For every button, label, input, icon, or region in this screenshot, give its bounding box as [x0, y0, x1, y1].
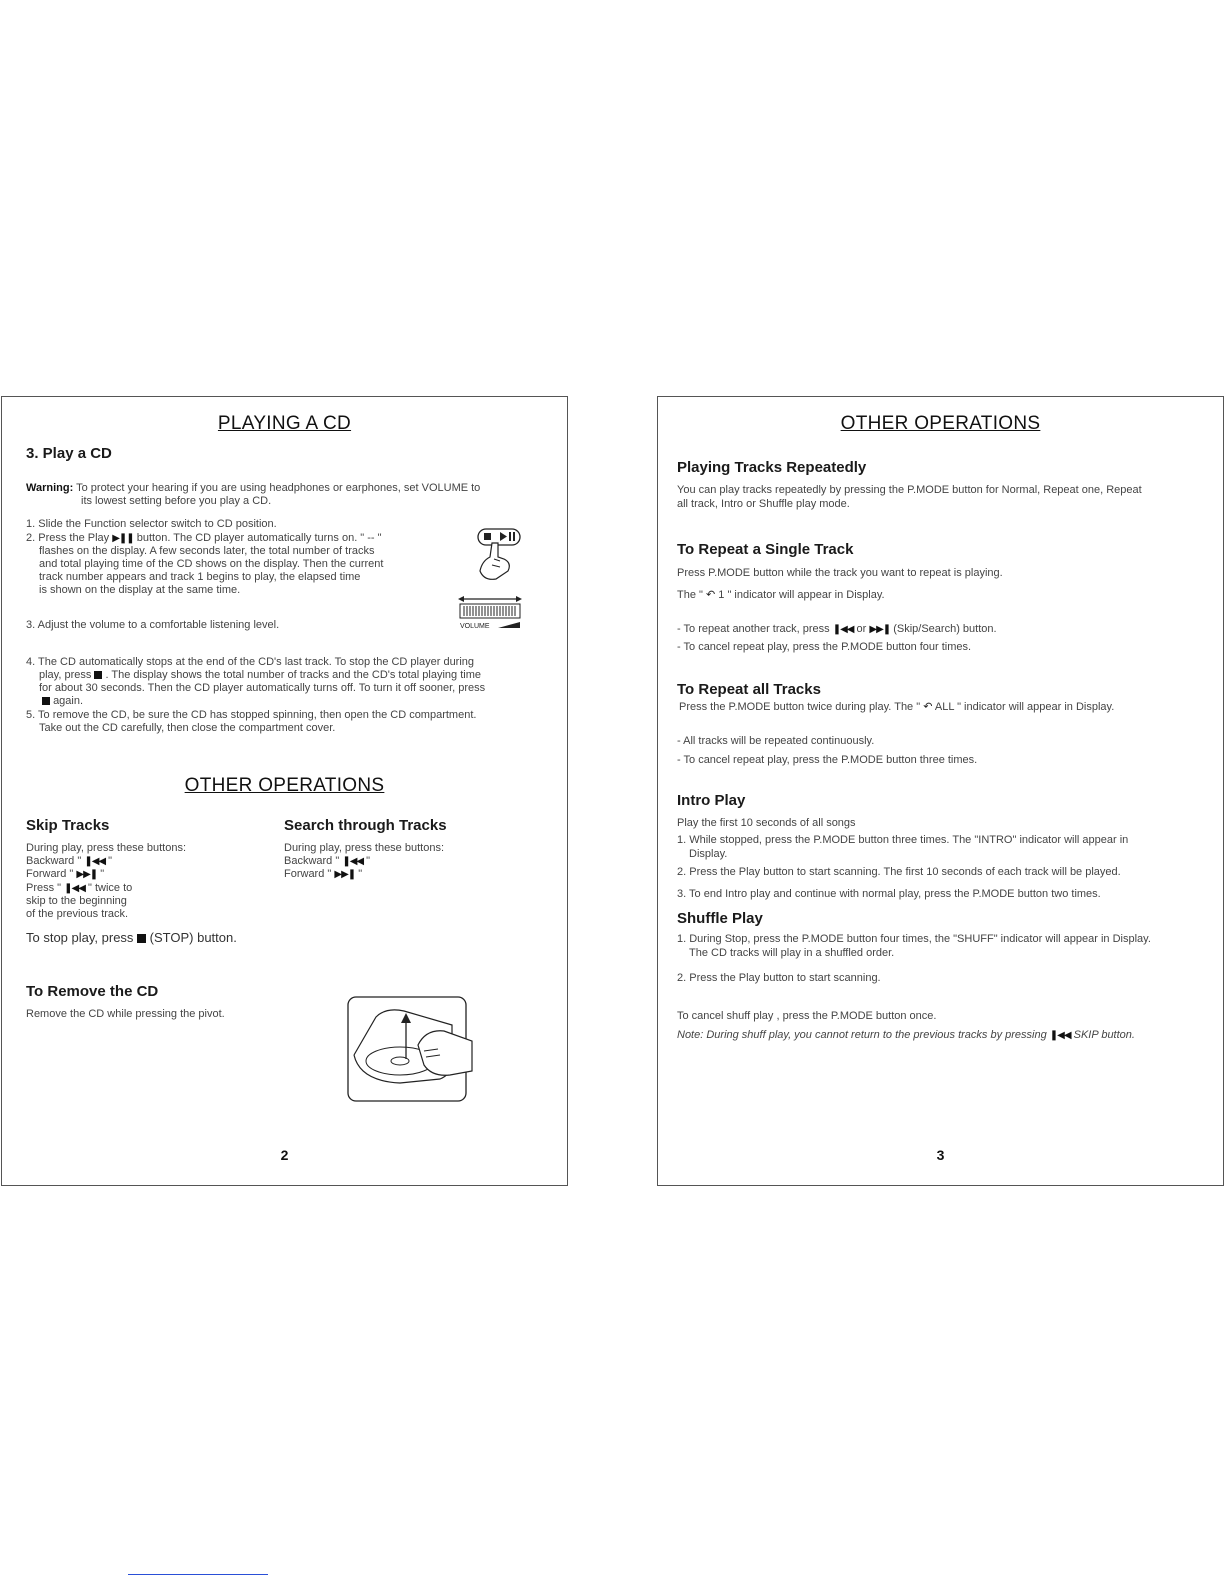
- stop-icon: [94, 671, 102, 679]
- step-4-line-2: play, press . The display shows the total number of tracks and the CD's total playing time: [39, 669, 481, 681]
- shuffle-step-1: 1. During Stop, press the P.MODE button four times, the "SHUFF" indicator will appear in Display.: [677, 933, 1151, 945]
- stop-icon: [137, 934, 146, 943]
- remove-cd-illustration: [340, 995, 478, 1105]
- note-line: Note: During shuff play, you cannot return to the previous tracks by pressing ❚◀◀ SKIP button.: [677, 1029, 1135, 1041]
- single-bullet-2: - To cancel repeat play, press the P.MODE button four times.: [677, 641, 972, 653]
- skip-line-5: skip to the beginning: [26, 895, 127, 907]
- skip-forward-icon: ▶▶❚: [76, 869, 98, 880]
- skip-forward-icon: ▶▶❚: [869, 624, 891, 635]
- intro-line-1: Play the first 10 seconds of all songs: [677, 817, 856, 829]
- skip-back-icon: ❚◀◀: [64, 883, 85, 894]
- step-4-line-4: again.: [42, 695, 83, 709]
- warning-line-1: Warning: To protect your hearing if you are using headphones or earphones, set VOLUME to: [26, 482, 481, 494]
- single-bullet-1: - To repeat another track, press ❚◀◀ or ▶▶❚ (Skip/Search) button.: [677, 623, 997, 635]
- repeat-icon: ↶: [705, 589, 716, 601]
- shuffle-play-heading: Shuffle Play: [677, 910, 763, 927]
- search-forward: Forward " ▶▶❚ ": [284, 868, 363, 880]
- step-2-line-4: track number appears and track 1 begins to play, the elapsed time: [39, 571, 361, 583]
- page-number: 2: [280, 1147, 289, 1163]
- repeat-line-2: all track, Intro or Shuffle play mode.: [677, 498, 850, 510]
- page-number: 3: [936, 1147, 945, 1163]
- step-5-line-1: 5. To remove the CD, be sure the CD has stopped spinning, then open the CD compartment.: [26, 709, 477, 721]
- repeat-heading: Playing Tracks Repeatedly: [677, 459, 867, 476]
- warning-label: Warning:: [26, 482, 74, 494]
- shuffle-step-2: 2. Press the Play button to start scanning.: [677, 972, 881, 984]
- shuffle-step-1-cont: The CD tracks will play in a shuffled order.: [689, 947, 895, 959]
- step-5-line-2: Take out the CD carefully, then close the compartment cover.: [39, 722, 336, 734]
- skip-forward-icon: ▶▶❚: [334, 869, 356, 880]
- page-title: OTHER OPERATIONS: [840, 413, 1041, 434]
- other-operations-title: OTHER OPERATIONS: [184, 775, 385, 796]
- remove-cd-text: Remove the CD while pressing the pivot.: [26, 1008, 225, 1020]
- left-page: [1, 396, 568, 1186]
- intro-step-3: 3. To end Intro play and continue with normal play, press the P.MODE button two times.: [677, 888, 1101, 900]
- skip-line-1: During play, press these buttons:: [26, 842, 186, 854]
- all-bullet-2: - To cancel repeat play, press the P.MODE button three times.: [677, 754, 978, 766]
- step-2-line-3: and total playing time of the CD shows on the display. Then the current: [39, 558, 384, 570]
- section-heading: 3. Play a CD: [26, 445, 112, 462]
- stop-play-line: To stop play, press (STOP) button.: [26, 930, 237, 945]
- skip-tracks-heading: Skip Tracks: [26, 817, 110, 834]
- intro-step-1: 1. While stopped, press the P.MODE button three times. The "INTRO" indicator will appear in: [677, 834, 1129, 846]
- step-2-line-1: 2. Press the Play ▶❚❚ button. The CD player automatically turns on. " -- ": [26, 532, 382, 544]
- intro-play-heading: Intro Play: [677, 792, 746, 809]
- skip-backward: Backward " ❚◀◀ ": [26, 855, 113, 867]
- intro-step-2: 2. Press the Play button to start scanning. The first 10 seconds of each track will be played.: [677, 866, 1121, 878]
- repeat-single-heading: To Repeat a Single Track: [677, 541, 854, 558]
- single-line-1: Press P.MODE button while the track you want to repeat is playing.: [677, 567, 1003, 579]
- bottom-rule: [128, 1574, 268, 1575]
- search-backward: Backward " ❚◀◀ ": [284, 855, 371, 867]
- step-3: 3. Adjust the volume to a comfortable listening level.: [26, 619, 280, 631]
- repeat-all-heading: To Repeat all Tracks: [677, 681, 821, 698]
- skip-back-icon: ❚◀◀: [1049, 1030, 1071, 1041]
- step-2-line-5: is shown on the display at the same time.: [39, 584, 241, 596]
- all-bullet-1: - All tracks will be repeated continuously.: [677, 735, 875, 747]
- skip-back-icon: ❚◀◀: [342, 856, 364, 867]
- skip-forward: Forward " ▶▶❚ ": [26, 868, 105, 880]
- step-4-line-1: 4. The CD automatically stops at the end of the CD's last track. To stop the CD player during: [26, 656, 475, 668]
- remove-cd-heading: To Remove the CD: [26, 983, 159, 1000]
- skip-back-icon: ❚◀◀: [84, 856, 106, 867]
- play-pause-icon: ▶❚❚: [112, 533, 134, 544]
- press-play-illustration: [468, 525, 530, 585]
- right-page: [657, 396, 1224, 1186]
- all-line-1: Press the P.MODE button twice during play. The " ↶ ALL " indicator will appear in Display.: [679, 701, 1115, 713]
- volume-label: VOLUME: [460, 623, 490, 630]
- step-4-line-3: for about 30 seconds. Then the CD player automatically turns off. To turn it off sooner, press: [39, 682, 486, 694]
- repeat-icon: ↶: [923, 701, 933, 713]
- cancel-shuff-line: To cancel shuff play , press the P.MODE button once.: [677, 1010, 937, 1022]
- stop-icon: [42, 697, 50, 705]
- skip-press-twice: Press " ❚◀◀ " twice to: [26, 882, 133, 894]
- skip-back-icon: ❚◀◀: [832, 624, 854, 635]
- search-tracks-heading: Search through Tracks: [284, 817, 447, 834]
- single-line-2: The " ↶ 1 " indicator will appear in Display.: [677, 589, 885, 601]
- page-title: PLAYING A CD: [217, 413, 352, 434]
- step-1: 1. Slide the Function selector switch to CD position.: [26, 518, 277, 530]
- step-2-line-2: flashes on the display. A few seconds later, the total number of tracks: [39, 545, 375, 557]
- warning-line-2: its lowest setting before you play a CD.: [81, 495, 272, 507]
- intro-step-1-cont: Display.: [689, 848, 728, 860]
- skip-line-6: of the previous track.: [26, 908, 129, 920]
- repeat-line-1: You can play tracks repeatedly by pressing the P.MODE button for Normal, Repeat one, Repeat: [677, 484, 1142, 496]
- search-line-1: During play, press these buttons:: [284, 842, 444, 854]
